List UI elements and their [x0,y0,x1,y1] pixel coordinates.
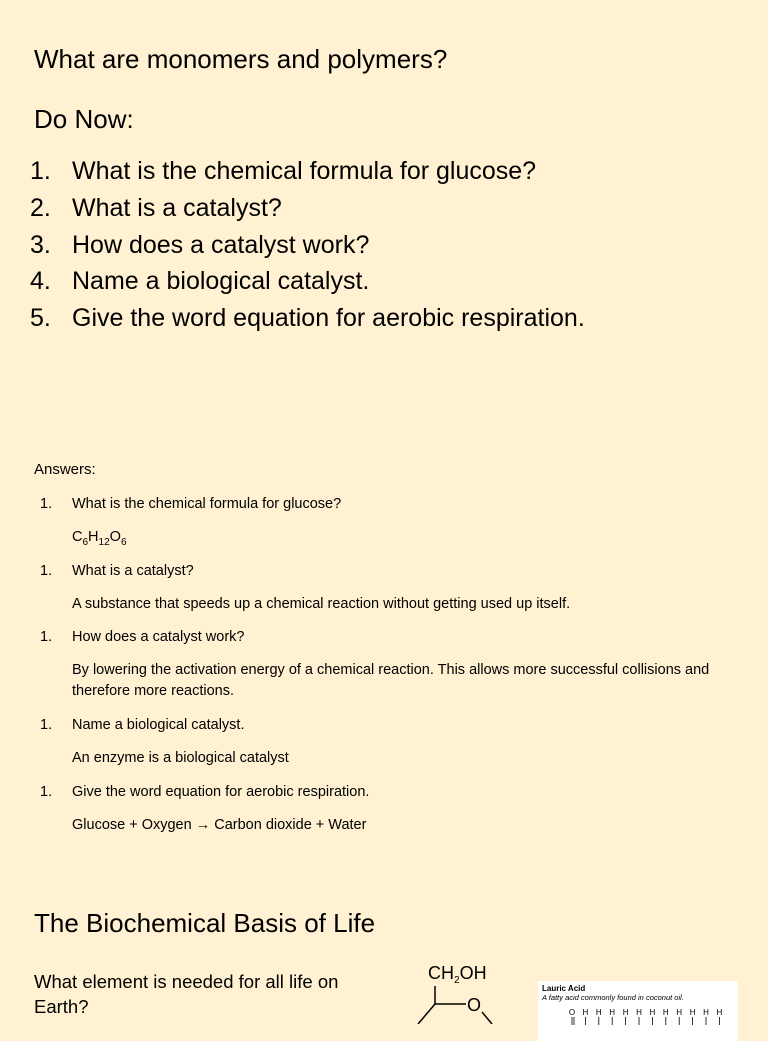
lauric-atom-label: H [636,1008,642,1017]
lauric-acid-description: A fatty acid commonly found in coconut oil. [542,993,684,1002]
lauric-acid-structure [538,1005,738,1041]
lauric-acid-name: Lauric Acid [542,984,586,993]
lauric-atom-label: H [716,1008,723,1017]
list-item [30,153,585,190]
question-text: Give the word equation for aerobic respiration. [72,304,585,333]
lauric-atom-label: H [676,1008,683,1017]
answer-question-text: Name a biological catalyst. [72,717,245,733]
section-question: What element is needed for all life on Earth? [34,971,339,1017]
question-text: What is the chemical formula for glucose? [72,157,537,185]
answer-text: By lowering the activation energy of a chemical reaction. This allows more successful collisions and therefore more reactions. [72,662,710,699]
section-title: The Biochemical Basis of Life [34,908,376,938]
list-item [30,190,585,227]
answers-heading: Answers: [34,461,96,478]
answer-question-text: Give the word equation for aerobic respiration. [72,784,370,800]
question-text: Name a biological catalyst. [72,267,370,296]
question-number: 4. [30,267,51,296]
do-now-heading: Do Now: [34,104,134,134]
page-title: What are monomers and polymers? [34,44,448,74]
lauric-atom-label: H [689,1008,696,1017]
lauric-acid-card [538,981,738,1041]
answer-text: A substance that speeds up a chemical reaction without getting used up itself. [72,596,571,612]
do-now-question-list [30,153,585,337]
answer-question-text: How does a catalyst work? [72,629,245,645]
lauric-atom-label: H [649,1008,656,1017]
question-number: 2. [30,193,51,222]
answer-number: 1. [40,717,53,733]
answer-question-text: What is a catalyst? [72,563,194,579]
answer-text: Glucose + Oxygen → Carbon dioxide + Water [72,817,367,833]
answer-number: 1. [40,629,53,645]
list-item [30,227,585,264]
glucose-formula: $C_6H_{12}O_6$ [72,529,127,548]
lauric-atom-label: H [703,1008,709,1017]
lauric-atom-label: H [582,1008,589,1017]
list-item [30,263,585,300]
ring-oxygen-label: O [467,995,482,1015]
answer-question-text: What is the chemical formula for glucose? [72,496,342,512]
question-text: How does a catalyst work? [72,230,370,259]
answer-text: An enzyme is a biological catalyst [72,750,289,766]
answer-number: 1. [40,496,53,512]
answer-number: 1. [40,784,53,800]
list-item [30,300,585,337]
lauric-atom-label: H [595,1008,602,1017]
question-number: 5. [30,304,51,333]
lauric-atom-label: H [622,1008,629,1017]
question-number: 3. [30,230,51,259]
question-number: 1. [30,157,51,185]
lauric-atom-label: H [662,1008,669,1017]
ch2oh-label: $CH_2OH$ [428,963,487,986]
lauric-atom-label: O [568,1008,576,1017]
glucose-ring-diagram [400,984,510,1024]
answer-number: 1. [40,563,53,579]
lauric-atom-label: H [609,1008,616,1017]
question-text: What is a catalyst? [72,193,282,222]
